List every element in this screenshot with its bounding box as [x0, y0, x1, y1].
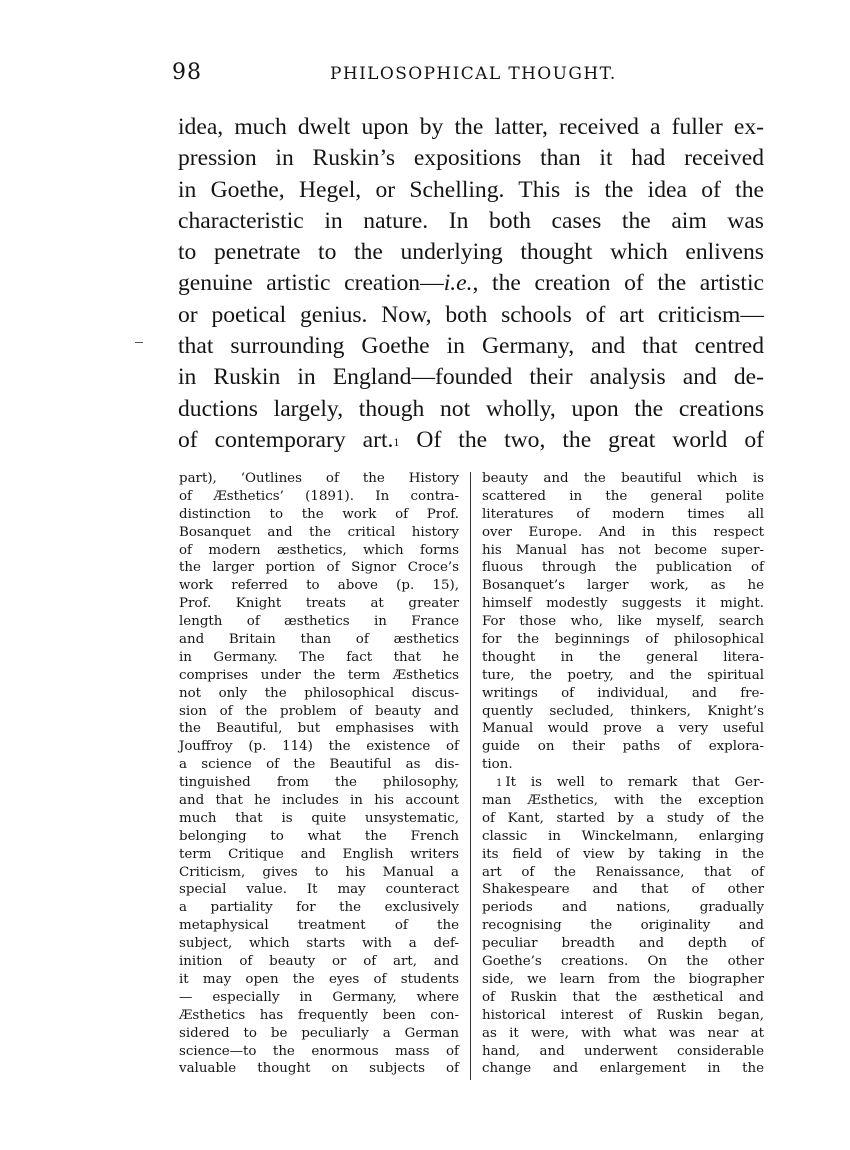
footnote-line: science—to the enormous mass of: [179, 1043, 459, 1059]
footnote-line: of Ruskin that the æsthetical and: [482, 989, 764, 1005]
footnote-line: sidered to be peculiarly a German: [179, 1025, 459, 1041]
body-line: characteristic in nature. In both cases the aim was: [178, 207, 764, 234]
footnote-line: its field of view by taking in the: [482, 846, 764, 862]
body-line-start: genuine artistic creation—: [178, 270, 444, 297]
footnote-line: for the beginnings of philosophical: [482, 632, 764, 648]
footnote-line: subject, which starts with a def-: [179, 936, 459, 952]
footnote-line: hand, and underwent considerable: [482, 1043, 764, 1059]
body-line: [178, 268, 764, 299]
footnote-line: in Germany. The fact that he: [179, 649, 459, 665]
footnote-line: art of the Renaissance, that of: [482, 864, 764, 880]
footnote-line: historical interest of Ruskin began,: [482, 1007, 764, 1023]
footnote-line: term Critique and English writers: [179, 846, 459, 862]
main-text: [178, 112, 764, 456]
footnote-line: inition of beauty or of art, and: [179, 954, 459, 970]
footnote-line: length of æsthetics in France: [179, 614, 459, 630]
footnote-line: as it were, with what was near at: [482, 1025, 764, 1041]
body-line: to penetrate to the underlying thought which enlivens: [178, 239, 764, 266]
footnote-line-text: It is well to remark that Ger-: [505, 775, 764, 791]
footnote-line: himself modestly suggests it might.: [482, 596, 764, 612]
body-line: or poetical genius. Now, both schools of art criticism—: [178, 301, 764, 328]
footnote-line: distinction to the work of Prof.: [179, 506, 459, 522]
footnote-line: much that is quite unsystematic,: [179, 810, 459, 826]
footnote-line: peculiar breadth and depth of: [482, 936, 764, 952]
body-line: that surrounding Goethe in Germany, and that centred: [178, 333, 764, 360]
body-line: in Ruskin in England—founded their analysis and de-: [178, 364, 764, 391]
footnote-line: side, we learn from the biographer: [482, 971, 764, 987]
footnote-line: recognising the originality and: [482, 918, 764, 934]
footnote-line: writings of individual, and fre-: [482, 685, 764, 701]
footnote-line: Bosanquet and the critical history: [179, 524, 459, 540]
footnote-line: of modern æsthetics, which forms: [179, 542, 459, 558]
footnote-line: ture, the poetry, and the spiritual: [482, 667, 764, 683]
margin-mark: [135, 342, 143, 343]
body-line-end: , the creation of the artistic: [472, 270, 764, 297]
footnote-column-right: [482, 470, 764, 1078]
footnote-line: part), ‘Outlines of the History: [179, 471, 459, 486]
footnote-line: Æsthetics has frequently been con-: [179, 1007, 459, 1023]
body-line-start: of contemporary art.: [178, 426, 394, 453]
footnote-line: fluous through the publication of: [482, 560, 764, 576]
footnote-line: literatures of modern times all: [482, 506, 764, 522]
footnote-line: change and enlargement in the: [482, 1061, 764, 1077]
footnote-line: Goethe’s creations. On the other: [482, 954, 764, 970]
footnote-line: classic in Winckelmann, enlarging: [482, 828, 764, 844]
footnote-line: tion.: [482, 757, 513, 773]
footnote-line: comprises under the term Æsthetics: [179, 667, 459, 683]
footnote-line: of Kant, started by a study of the: [482, 810, 764, 826]
footnote-column-left: [179, 470, 459, 1078]
footnote-line: a science of the Beautiful as dis-: [179, 757, 459, 773]
footnote-line: belonging to what the French: [179, 828, 459, 844]
body-line-end: Of the two, the great world of: [399, 426, 764, 453]
footnote-line: the larger portion of Signor Croce’s: [179, 560, 459, 576]
footnote-line: over Europe. And in this respect: [482, 524, 764, 540]
footnote-line: Shakespeare and that of other: [482, 882, 764, 898]
italic-abbreviation: i.e.: [443, 270, 473, 297]
footnote-line: metaphysical treatment of the: [179, 918, 459, 934]
footnote-line: valuable thought on subjects of: [179, 1061, 459, 1077]
column-rule: [470, 472, 471, 1080]
body-line: ductions largely, though not wholly, upon the creations: [178, 395, 764, 422]
footnote-line: and Britain than of æsthetics: [179, 632, 459, 648]
footnote-line: tinguished from the philosophy,: [179, 775, 459, 791]
footnote-line: work referred to above (p. 15),: [179, 578, 459, 594]
footnote-line: periods and nations, gradually: [482, 900, 764, 916]
footnote-line: For those who, like myself, search: [482, 614, 764, 630]
footnote-line: his Manual has not become super-: [482, 542, 764, 558]
footnote-line: a partiality for the exclusively: [179, 900, 459, 916]
footnote-line: of Æsthetics’ (1891). In contra-: [179, 488, 459, 504]
running-title: PHILOSOPHICAL THOUGHT.: [330, 64, 617, 84]
footnote-line: special value. It may counteract: [179, 882, 459, 898]
footnote-line: and that he includes in his account: [179, 793, 459, 809]
footnote-line: scattered in the general polite: [482, 488, 764, 504]
footnote-line: man Æsthetics, with the exception: [482, 793, 764, 809]
footnote-line: [482, 774, 764, 792]
running-head: [172, 60, 768, 90]
body-line: pression in Ruskin’s expositions than it had received: [178, 145, 764, 172]
footnote-line: beauty and the beautiful which is: [482, 471, 764, 486]
page-number: 98: [172, 60, 202, 85]
footnote-line: the Beautiful, but emphasises with: [179, 721, 459, 737]
footnote-line: Prof. Knight treats at greater: [179, 596, 459, 612]
body-line: [178, 425, 764, 456]
footnote-line: thought in the general litera-: [482, 649, 764, 665]
footnote-line: not only the philosophical discus-: [179, 685, 459, 701]
footnote-line: Manual would prove a very useful: [482, 721, 764, 737]
body-line: idea, much dwelt upon by the latter, received a fuller ex-: [178, 114, 764, 140]
footnote-line: guide on their paths of explora-: [482, 739, 764, 755]
body-line: in Goethe, Hegel, or Schelling. This is the idea of the: [178, 176, 764, 203]
footnote-line: quently secluded, thinkers, Knight’s: [482, 703, 764, 719]
footnote-reference: 1: [393, 434, 400, 449]
footnote-line: it may open the eyes of students: [179, 971, 459, 987]
footnote-line: Bosanquet’s larger work, as he: [482, 578, 764, 594]
footnote-line: — especially in Germany, where: [179, 989, 459, 1005]
footnote-line: Criticism, gives to his Manual a: [179, 864, 459, 880]
footnote-line: sion of the problem of beauty and: [179, 703, 459, 719]
footnote-line: Jouffroy (p. 114) the existence of: [179, 739, 459, 755]
footnote-marker: 1: [496, 778, 503, 790]
